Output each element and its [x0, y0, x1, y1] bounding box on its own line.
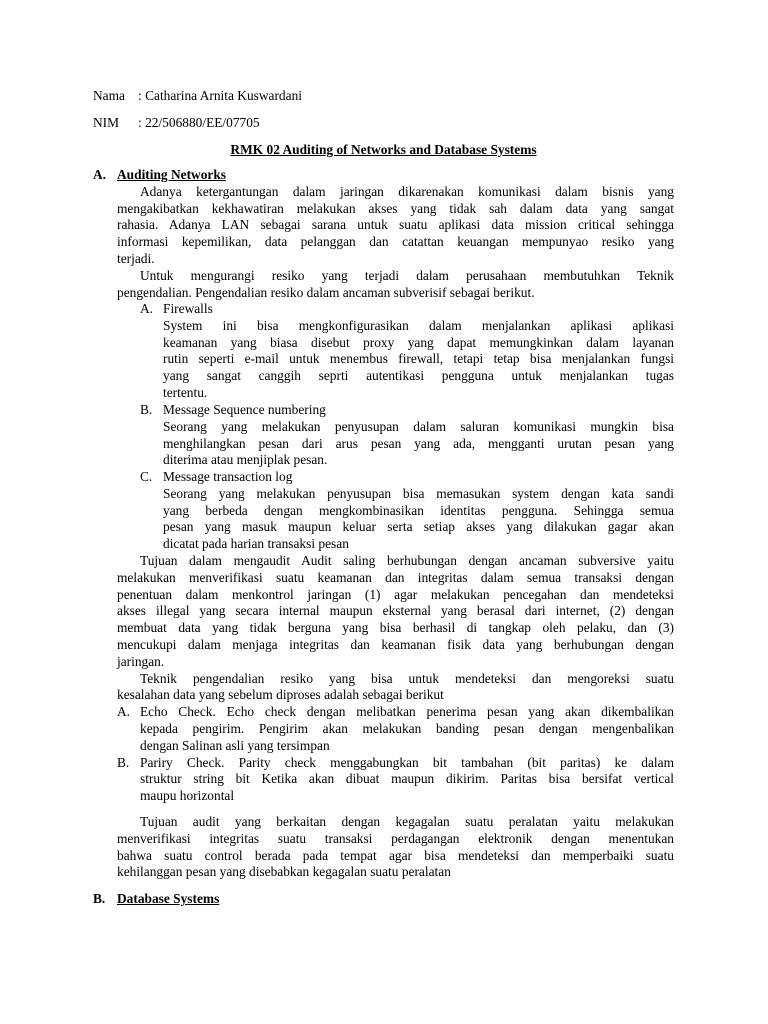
control-line: diterima atau menjiplak pesan. [163, 452, 328, 467]
control-line: System ini bisa mengkonfigurasikan dalam menjalankan aplikasi aplikasi [163, 318, 674, 333]
paragraph-line: bahwa suatu control berada pada tempat agar bisa mendeteksi dan memperbaiki suatu [117, 848, 674, 863]
check-line: Pariry Check. Parity check menggabungkan bit tambahan (bit paritas) ke dalam [140, 755, 674, 770]
paragraph-line: mencukupi dalam menjaga integritas dan keamanan fisik data yang berhubungan dengan [117, 637, 674, 652]
paragraph-line: Tujuan dalam mengaudit Audit saling berhubungan dengan ancaman subversive yaitu [140, 553, 674, 568]
paragraph-line: menverifikasi integritas suatu transaksi perdagangan elektronik dengan menentukan [117, 831, 674, 846]
check-line: maupu horizontal [140, 788, 235, 803]
paragraph-line: Untuk mengurangi resiko yang terjadi dalam perusahaan membutuhkan Teknik [140, 268, 674, 283]
control-line: tertentu. [163, 385, 208, 400]
paragraph-line: akses illegal yang secara internal maupun eksternal yang berasal dari internet, (2) dengan [117, 603, 674, 618]
nim-label: NIM [93, 115, 120, 130]
control-line: menghilangkan pesan dari arus pesan yang ada, mengganti urutan pesan yang [163, 436, 674, 451]
document-title: RMK 02 Auditing of Networks and Database Systems [230, 142, 537, 157]
control-marker: B. [140, 402, 153, 417]
control-line: Seorang yang melakukan penyusupan bisa memasukan system dengan kata sandi [163, 486, 674, 501]
paragraph-line: informasi kepemilikan, data pelanggan dan catattan keuangan mempunyao resiko yang [117, 234, 674, 249]
check-line: kepada pengirim. Pengirim akan melakukan banding pesan dengan mengenbalikan [140, 721, 674, 736]
name-value: : Catharina Arnita Kuswardani [138, 88, 302, 103]
control-line: dicatat pada harian transaksi pesan [163, 536, 349, 551]
control-marker: A. [140, 301, 154, 316]
control-title: Firewalls [163, 301, 213, 316]
control-line: yang sangat canggih seprti autentikasi pengguna untuk menjalankan tugas [163, 368, 674, 383]
section-a-heading: Auditing Networks [117, 167, 226, 182]
control-title: Message transaction log [163, 469, 293, 484]
paragraph-line: penentuan dalam menkontrol jaringan (1) agar melakukan pencegahan dan mendeteksi [117, 587, 674, 602]
paragraph-line: terjadi. [117, 251, 155, 266]
control-line: keamanan yang biasa disebut proxy yang dapat memungkinkan dalam layanan [163, 335, 674, 350]
paragraph-line: Tujuan audit yang berkaitan dengan kegagalan suatu peralatan yaitu melakukan [140, 814, 674, 829]
paragraph-line: rahasia. Adanya LAN sebagai sarana untuk suatu aplikasi data mission critical sehingga [117, 217, 674, 232]
check-marker: A. [117, 704, 131, 719]
check-marker: B. [117, 755, 130, 770]
paragraph-line: jaringan. [117, 654, 165, 669]
control-title: Message Sequence numbering [163, 402, 326, 417]
paragraph-line: melakukan menverifikasi suatu keamanan dan integritas dalam semua transaksi dengan [117, 570, 674, 585]
control-line: pesan yang masuk maupun keluar serta setiap akses yang dilakukan gagar akan [163, 519, 674, 534]
check-line: Echo Check. Echo check dengan melibatkan penerima pesan yang akan dikembalikan [140, 704, 674, 719]
paragraph-line: membuat data yang tidak berguna yang bisa berhasil di tangkap oleh pelaku, dan (3) [117, 620, 674, 635]
paragraph-line: kesalahan data yang sebelum diproses adalah sebagai berikut [117, 687, 444, 702]
paragraph-line: kehilanggan pesan yang disebabkan kegagalan suatu peralatan [117, 864, 451, 879]
section-b-marker: B. [93, 891, 106, 906]
paragraph-line: mengakibatkan kekhawatiran melakukan akses yang tidak sah dalam data yang sangat [117, 201, 674, 216]
check-line: struktur string bit Ketika akan dibuat maupun dikirim. Paritas bisa bersifat vertical [140, 771, 674, 786]
section-b-heading: Database Systems [117, 891, 220, 906]
section-a-marker: A. [93, 167, 107, 182]
paragraph-line: Teknik pengendalian resiko yang bisa untuk mendeteksi dan mengoreksi suatu [140, 671, 674, 686]
nim-value: : 22/506880/EE/07705 [138, 115, 260, 130]
control-line: rutin seperti e-mail untuk menembus firewall, tetapi tetap bisa menjalankan fungsi [163, 351, 674, 366]
name-label: Nama [93, 88, 125, 103]
control-line: yang berbeda dengan mengkombinasikan identitas pengguna. Sehingga semua [163, 503, 674, 518]
paragraph-line: pengendalian. Pengendalian resiko dalam ancaman subverisif sebagai berikut. [117, 285, 535, 300]
control-marker: C. [140, 469, 153, 484]
paragraph-line: Adanya ketergantungan dalam jaringan dikarenakan komunikasi dalam bisnis yang [140, 184, 674, 199]
control-line: Seorang yang melakukan penyusupan dalam saluran komunikasi mungkin bisa [163, 419, 674, 434]
check-line: dengan Salinan asli yang tersimpan [140, 738, 330, 753]
